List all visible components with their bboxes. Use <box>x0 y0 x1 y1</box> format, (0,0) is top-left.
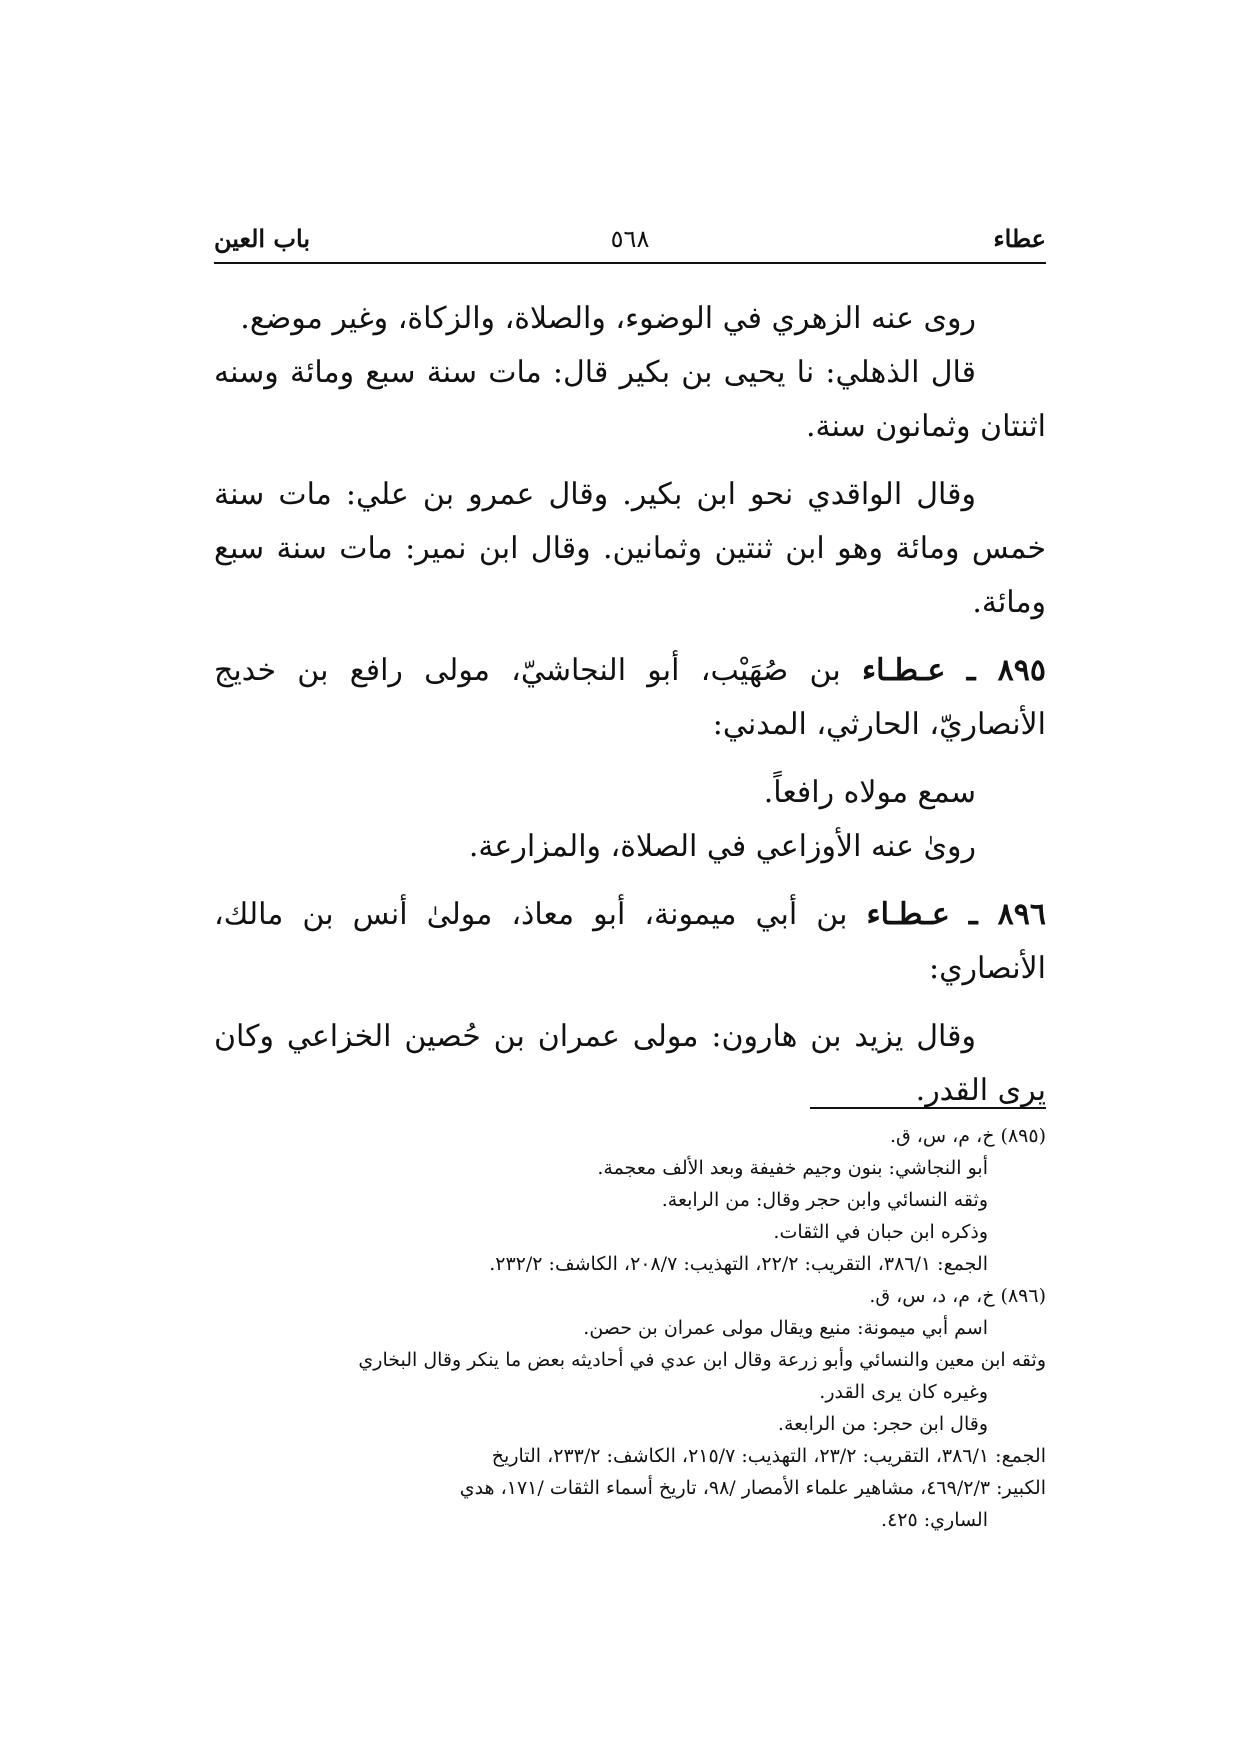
footnotes <box>214 1120 1046 1536</box>
footnote-line: وغيره كان يرى القدر. <box>819 1381 988 1403</box>
entry-text: بن صُهَيْب، أبو النجاشيّ، مولى رافع بن خديج الأنصاريّ، الحارثي، المدني: <box>214 653 1046 742</box>
footnote-895-head: (٨٩٥) خ، م، س، ق. <box>889 1125 1046 1147</box>
page-number: ٥٦٨ <box>610 225 650 253</box>
footnote-separator <box>810 1107 1046 1109</box>
paragraph: روى عنه الزهري في الوضوء، والصلاة، والزكاة، وغير موضع. <box>240 301 976 336</box>
footnote-line: الجمع: ٣٨٦/١، التقريب: ٢٣/٢، التهذيب: ٢١٥/٧، الكاشف: ٢٣٣/٢، التاريخ <box>491 1445 1046 1467</box>
paragraph: روىٰ عنه الأوزاعي في الصلاة، والمزارعة. <box>468 829 976 864</box>
running-header <box>214 218 1046 264</box>
footnote-896-head: (٨٩٦) خ، م، د، س، ق. <box>869 1285 1046 1307</box>
paragraph: سمع مولاه رافعاً. <box>763 775 976 810</box>
header-chapter-title: باب العين <box>214 224 311 253</box>
footnote-line: وثقه ابن معين والنسائي وأبو زرعة وقال ابن عدي في أحاديثه بعض ما ينكر وقال البخاري <box>358 1349 1046 1371</box>
entry-number: ٨٩٥ ـ <box>966 653 1047 688</box>
footnote-line: وثقه النسائي وابن حجر وقال: من الرابعة. <box>661 1189 988 1211</box>
footnote-line: الكبير: ٤٦٩/٢/٣، مشاهير علماء الأمصار /٩٨، تاريخ أسماء الثقات /١٧١، هدي <box>459 1477 1046 1499</box>
paragraph: وقال الواقدي نحو ابن بكير. وقال عمرو بن علي: مات سنة خمس ومائة وهو ابن ثنتين وثمانين. وقال ابن نمير: مات سنة سبع ومائة. <box>214 477 1046 620</box>
entry-name: عـطـاء <box>866 897 950 932</box>
paragraph: قال الذهلي: نا يحيى بن بكير قال: مات سنة سبع ومائة وسنه اثنتان وثمانون سنة. <box>214 355 1046 444</box>
entry-895 <box>214 644 1046 752</box>
entry-number: ٨٩٦ ـ <box>968 897 1046 932</box>
header-entry-name: عطاء <box>993 224 1046 253</box>
entry-896 <box>214 888 1046 996</box>
footnote-line: أبو النجاشي: بنون وجيم خفيفة وبعد الألف معجمة. <box>597 1157 988 1179</box>
footnote-line: وذكره ابن حبان في الثقات. <box>773 1221 988 1243</box>
footnote-line: اسم أبي ميمونة: منيع ويقال مولى عمران بن حصن. <box>583 1317 988 1339</box>
footnote-line: وقال ابن حجر: من الرابعة. <box>777 1413 988 1435</box>
footnote-line: الساري: ٤٢٥. <box>881 1509 988 1531</box>
entry-text: بن أبي ميمونة، أبو معاذ، مولىٰ أنس بن مالك، الأنصاري: <box>214 897 1046 986</box>
footnote-line: الجمع: ٣٨٦/١، التقريب: ٢٢/٢، التهذيب: ٢٠٨/٧، الكاشف: ٢٣٢/٢. <box>489 1253 988 1275</box>
main-text <box>214 292 1046 1132</box>
paragraph: وقال يزيد بن هارون: مولى عمران بن حُصين الخزاعي وكان يرى القدر. <box>214 1019 1046 1108</box>
entry-name: عـطـاء <box>862 653 946 688</box>
